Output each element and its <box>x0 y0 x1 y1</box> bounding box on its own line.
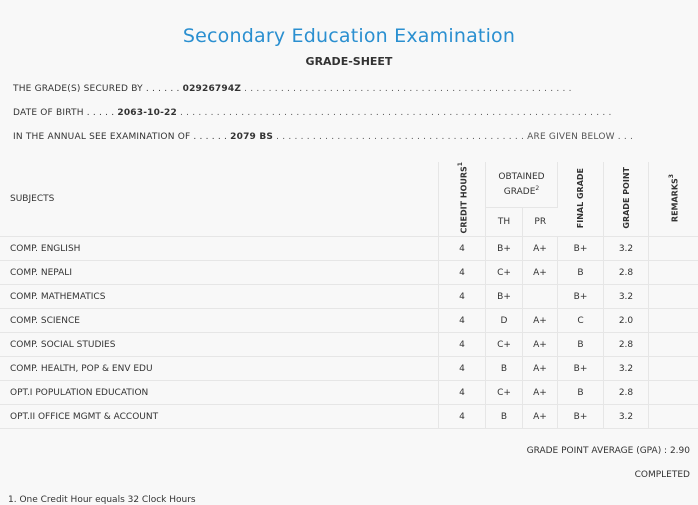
grade-point-cell: 3.2 <box>604 285 649 309</box>
table-row <box>0 405 698 429</box>
subject-cell: OPT.I POPULATION EDUCATION <box>0 381 439 405</box>
subject-cell: COMP. MATHEMATICS <box>0 285 439 309</box>
pr-grade-cell: A+ <box>523 261 558 285</box>
remarks-cell <box>649 237 698 261</box>
pr-grade-cell: A+ <box>523 381 558 405</box>
header-th: TH <box>486 208 523 237</box>
remarks-cell <box>649 405 698 429</box>
header-subjects: SUBJECTS <box>0 162 439 237</box>
grade-sheet-heading: GRADE-SHEET <box>0 55 698 68</box>
table-row <box>0 309 698 333</box>
symbol-number: 02926794Z <box>183 84 241 94</box>
grade-point-cell: 3.2 <box>604 405 649 429</box>
th-grade-cell: C+ <box>486 381 523 405</box>
subject-cell: COMP. ENGLISH <box>0 237 439 261</box>
subject-cell: COMP. SOCIAL STUDIES <box>0 333 439 357</box>
table-row <box>0 333 698 357</box>
subject-cell: COMP. NEPALI <box>0 261 439 285</box>
gpa-summary: GRADE POINT AVERAGE (GPA) : 2.90 <box>527 446 690 456</box>
grade-point-cell: 3.2 <box>604 237 649 261</box>
final-grade-cell: B <box>558 333 604 357</box>
secured-by-line <box>13 84 572 94</box>
secured-by-dots: . . . . . . . . . . . . . . . . . . . . . . . . . . . . . . . . . . . . . . . . . . . . . . . . . . . . . . <box>244 84 572 94</box>
credit-cell: 4 <box>439 381 486 405</box>
grade-point-cell: 2.0 <box>604 309 649 333</box>
header-final-grade: FINAL GRADE <box>558 162 604 237</box>
final-grade-cell: C <box>558 309 604 333</box>
th-grade-cell: B <box>486 357 523 381</box>
final-grade-cell: B+ <box>558 357 604 381</box>
subject-cell: OPT.II OFFICE MGMT & ACCOUNT <box>0 405 439 429</box>
remarks-cell <box>649 309 698 333</box>
pr-grade-cell: A+ <box>523 405 558 429</box>
dob-label: DATE OF BIRTH . . . . . <box>13 108 114 118</box>
pr-grade-cell: A+ <box>523 237 558 261</box>
remarks-cell <box>649 261 698 285</box>
credit-cell: 4 <box>439 357 486 381</box>
credit-cell: 4 <box>439 309 486 333</box>
final-grade-cell: B <box>558 381 604 405</box>
pr-grade-cell <box>523 285 558 309</box>
credit-cell: 4 <box>439 237 486 261</box>
final-grade-cell: B+ <box>558 405 604 429</box>
credit-cell: 4 <box>439 405 486 429</box>
header-obtained-grade: OBTAINED GRADE$^2$ <box>486 162 558 208</box>
footnote: 1. One Credit Hour equals 32 Clock Hours <box>8 495 196 505</box>
final-grade-cell: B+ <box>558 237 604 261</box>
dob-line <box>13 108 612 118</box>
exam-title: Secondary Education Examination <box>0 25 698 47</box>
table-row <box>0 357 698 381</box>
table-row <box>0 381 698 405</box>
th-grade-cell: B <box>486 405 523 429</box>
subject-cell: COMP. HEALTH, POP & ENV EDU <box>0 357 439 381</box>
credit-cell: 4 <box>439 261 486 285</box>
table-row <box>0 237 698 261</box>
pr-grade-cell: A+ <box>523 309 558 333</box>
remarks-cell <box>649 285 698 309</box>
dob-dots: . . . . . . . . . . . . . . . . . . . . . . . . . . . . . . . . . . . . . . . . . . . . . . . . . . . . . . . . . . . . . . . . . . . . . . . <box>180 108 612 118</box>
exam-year-label: IN THE ANNUAL SEE EXAMINATION OF . . . . . . <box>13 132 227 142</box>
exam-year-suffix: . . . . . . . . . . . . . . . . . . . . . . . . . . . . . . . . . . . . . . . . . ARE GIVEN BELOW . . . <box>276 132 633 142</box>
grade-point-cell: 2.8 <box>604 333 649 357</box>
grades-table <box>0 162 698 429</box>
exam-year-value: 2079 BS <box>230 132 273 142</box>
grade-point-cell: 2.8 <box>604 261 649 285</box>
th-grade-cell: B+ <box>486 285 523 309</box>
header-pr: PR <box>523 208 558 237</box>
remarks-cell <box>649 333 698 357</box>
table-row <box>0 261 698 285</box>
remarks-cell <box>649 381 698 405</box>
grade-point-cell: 3.2 <box>604 357 649 381</box>
exam-year-line <box>13 132 633 142</box>
th-grade-cell: D <box>486 309 523 333</box>
grade-point-cell: 2.8 <box>604 381 649 405</box>
pr-grade-cell: A+ <box>523 357 558 381</box>
final-grade-cell: B <box>558 261 604 285</box>
secured-by-label: THE GRADE(S) SECURED BY . . . . . . <box>13 84 180 94</box>
credit-cell: 4 <box>439 285 486 309</box>
subject-cell: COMP. SCIENCE <box>0 309 439 333</box>
header-remarks: REMARKS$^3$ <box>649 162 698 237</box>
th-grade-cell: C+ <box>486 261 523 285</box>
final-grade-cell: B+ <box>558 285 604 309</box>
header-credit-hours: CREDIT HOURS$^1$ <box>439 162 486 237</box>
credit-cell: 4 <box>439 333 486 357</box>
th-grade-cell: C+ <box>486 333 523 357</box>
th-grade-cell: B+ <box>486 237 523 261</box>
dob-value: 2063-10-22 <box>117 108 177 118</box>
status-text: COMPLETED <box>635 470 690 480</box>
table-row <box>0 285 698 309</box>
remarks-cell <box>649 357 698 381</box>
pr-grade-cell: A+ <box>523 333 558 357</box>
header-grade-point: GRADE POINT <box>604 162 649 237</box>
